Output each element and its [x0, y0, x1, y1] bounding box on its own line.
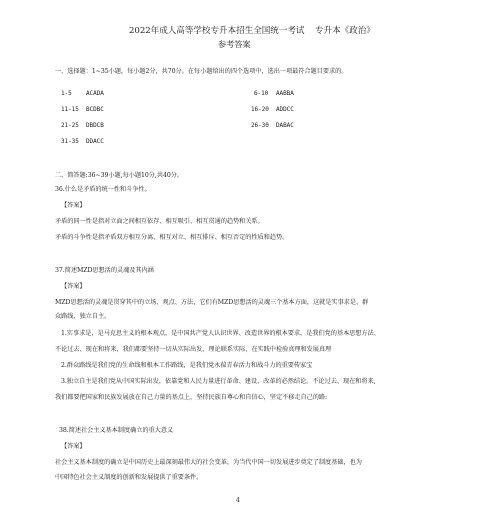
question-36: 36.什么是矛盾的统一性和斗争性。 — [55, 186, 151, 193]
section-heading-choice: 一、选择题：1~35小题，每小题2分，共70分。在每小题给出的四个选项中，选出一项最符合题目要求的。 — [55, 68, 348, 75]
answer-range: 1-5 — [61, 90, 72, 97]
answer-36-line-2: 矛盾的斗争性是指矛盾双方相互分离、相互对立、相互排斥、相互否定的性质和趋势。 — [55, 234, 289, 241]
answer-37-line-6: 3.独立自主是我们党从中国实际出发，依靠党和人民力量进行革命、建设、改革的必然结论。不论过去、现在和将来, — [61, 378, 376, 385]
question-37: 37.简述MZD思想活的灵魂及其内涵 — [55, 267, 154, 274]
answer-37-line-4: 不论过去、现在和将来，我们都要坚持一切从实际出发，理论联系实际，在实践中检验真理和发展真理 — [55, 346, 332, 353]
answer-37-line-5: 2.群众路线是我们党的生命线和根本工作路线，是我们党永葆青春活力和战斗力的重要传家宝 — [61, 362, 313, 369]
answer-36-line-1: 矛盾的同一性是指对立面之间相互依存、相互吸引、相互贯通的趋势和关系。 — [55, 218, 264, 225]
page-number: 4 — [236, 497, 240, 504]
answer-value: AABBA — [276, 90, 294, 97]
question-38: 38.简述社会主义基本制度确立的重大意义 — [59, 427, 174, 434]
doc-subtitle: 参考答案 — [218, 39, 251, 49]
answer-38-line-1: 社会主义基本制度的确立是中国历史上最深刻最伟大的社会变革，为当代中国一切发展进步奠定了制度基础，也为 — [55, 459, 362, 466]
doc-title: 2022年成人高等学校专升本招生全国统一考试 — [129, 26, 305, 36]
answer-37-line-3: 1.实事求是，是马克思主义的根本观点，是中国共产党人认识世界、改造世界的根本要求，是我们党的基本思想方法、 — [61, 330, 380, 337]
answer-range: 16-20 — [251, 106, 269, 113]
answer-tag: 【答案】 — [61, 443, 86, 450]
section-heading-short-answer: 二、简答题:36~39小题,每小题10分,共40分。 — [55, 172, 184, 179]
answer-38-line-2: 中国特色社会主义制度的创新和发展提供了重要条件。 — [55, 474, 203, 481]
answer-value: ADDCC — [276, 106, 294, 113]
answer-value: ACADA — [86, 90, 104, 97]
answer-value: DDACC — [86, 138, 104, 145]
answer-value: DBDCB — [86, 122, 104, 129]
doc-title-subject: 专升本《政治》 — [315, 26, 375, 36]
answer-tag: 【答案】 — [61, 202, 86, 209]
answer-range: 21-25 — [61, 122, 79, 129]
answer-37-line-1: MZD思想活的灵魂是贯穿其中的立场、观点、方法，它们有MZD思想活的灵魂三个基本方面，这就是实事求是、群 — [55, 299, 369, 306]
answer-tag: 【答案】 — [61, 283, 86, 290]
answer-range: 11-15 — [61, 106, 79, 113]
answer-range: 26-30 — [251, 122, 269, 129]
answer-value: DABAC — [276, 122, 294, 129]
answer-37-line-2: 众路线、独立自主。 — [55, 313, 111, 320]
answer-value: BCDBC — [86, 106, 104, 113]
answer-range: 31-35 — [61, 138, 79, 145]
answer-37-line-7: 我们都要把国家和民族发展放在自己力量的基点上，坚持民族自尊心和自信心，坚定不移走自己的路: — [55, 394, 328, 401]
answer-range: 6-10 — [254, 90, 269, 97]
